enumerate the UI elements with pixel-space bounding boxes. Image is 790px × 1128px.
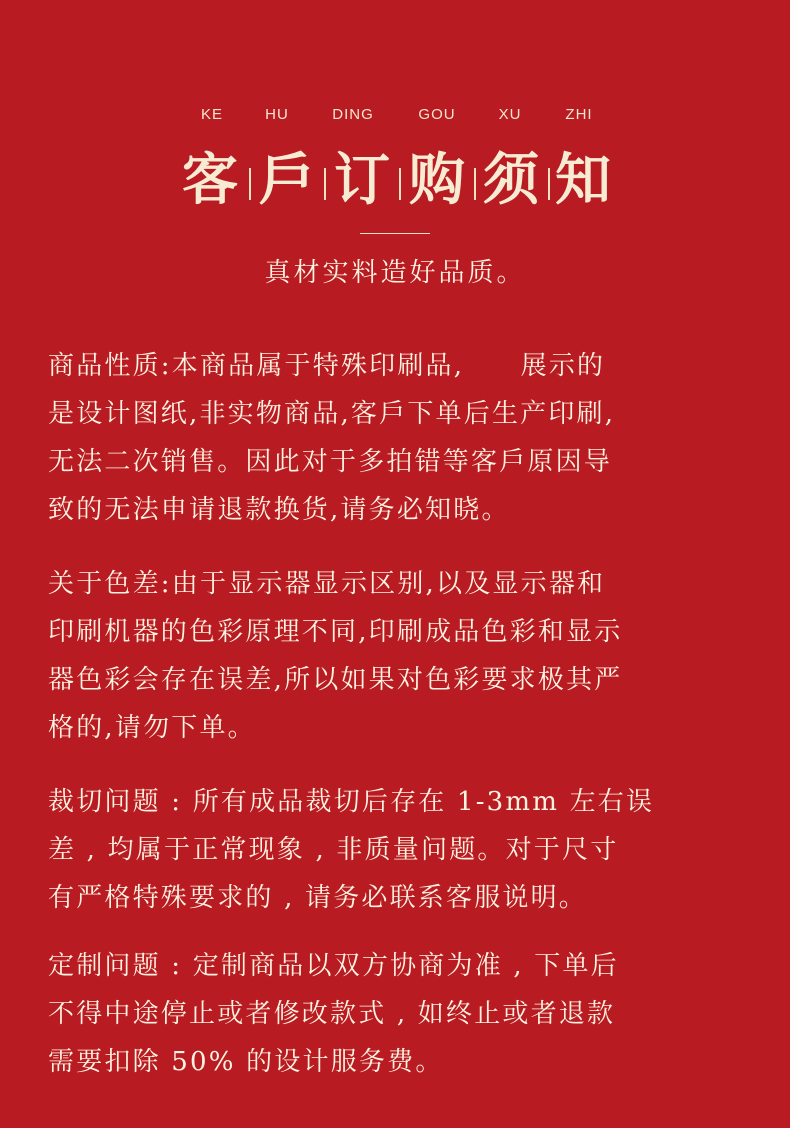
pinyin-xu: XU — [498, 106, 522, 123]
section-customization — [48, 942, 748, 1086]
pinyin-hu: HU — [265, 106, 289, 123]
section-product-nature — [48, 342, 748, 534]
section-cutting — [48, 778, 748, 922]
title-separator — [399, 168, 401, 200]
text-line: 印刷机器的色彩原理不同,印刷成品色彩和显示 — [48, 617, 623, 647]
text-line: 器色彩会存在误差,所以如果对色彩要求极其严 — [48, 665, 623, 695]
text-line: 无法二次销售。因此对于多拍错等客戶原因导 — [48, 447, 613, 477]
title-divider — [360, 233, 430, 234]
title-char-5: 须 — [483, 147, 539, 213]
text-line: 格的,请勿下单。 — [48, 713, 256, 743]
section-color-difference — [48, 560, 748, 752]
title-char-3: 订 — [334, 147, 390, 213]
title-char-6: 知 — [555, 147, 611, 213]
pinyin-ding: DING — [332, 106, 374, 123]
title-char-1: 客 — [182, 147, 238, 213]
text-line: 关于色差:由于显示器显示区别,以及显示器和 — [48, 569, 606, 599]
title-char-4: 购 — [409, 147, 465, 213]
pinyin-ke: KE — [200, 106, 224, 123]
text-line: 定制问题 : 定制商品以双方协商为准 , 下单后 — [48, 951, 619, 981]
page-title — [0, 140, 790, 220]
text-line: 致的无法申请退款换货,请务必知晓。 — [48, 495, 510, 525]
text-line: 差 , 均属于正常现象 , 非质量问题。对于尺寸 — [48, 835, 619, 865]
text-line: 裁切问题 : 所有成品裁切后存在 1-3mm 左右误 — [48, 787, 655, 817]
title-separator — [249, 168, 251, 200]
text-line: 有严格特殊要求的 , 请务必联系客服说明。 — [48, 883, 587, 913]
pinyin-gou: GOU — [418, 106, 456, 123]
text-line: 商品性质:本商品属于特殊印刷品, 展示的 — [48, 351, 606, 381]
subtitle: 真材实料造好品质。 — [264, 258, 526, 288]
title-separator — [324, 168, 326, 200]
pinyin-row — [0, 106, 790, 128]
text-line: 不得中途停止或者修改款式 , 如终止或者退款 — [48, 999, 616, 1029]
text-line: 需要扣除 50% 的设计服务费。 — [48, 1047, 444, 1077]
pinyin-zhi: ZHI — [565, 106, 593, 123]
text-line: 是设计图纸,非实物商品,客戶下单后生产印刷, — [48, 399, 616, 429]
title-char-2: 戶 — [259, 147, 315, 213]
